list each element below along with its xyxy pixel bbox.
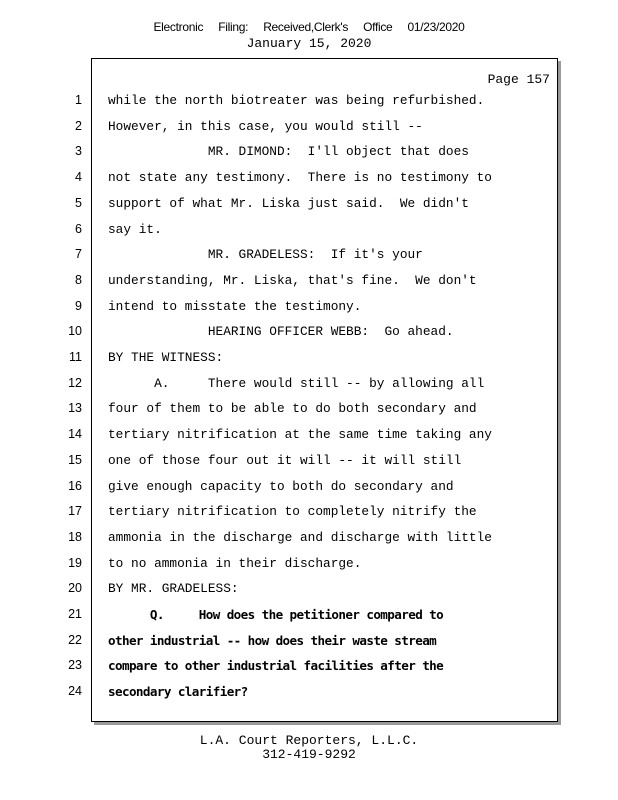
line-number: 11 — [69, 350, 82, 364]
filing-part: Filing: — [218, 20, 249, 34]
filing-part: Office — [363, 20, 393, 34]
line-number: 14 — [68, 427, 82, 442]
line-text: MR. GRADELESS: If it's your — [108, 247, 423, 263]
transcript-line — [0, 682, 618, 702]
line-text: other industrial -- how does their waste stream — [108, 632, 437, 648]
transcript-line — [0, 322, 618, 342]
line-text: Q. How does the petitioner compared to — [108, 607, 444, 622]
line-number: 22 — [68, 632, 82, 647]
line-number: 21 — [68, 607, 82, 621]
transcript-line — [0, 297, 618, 317]
transcript-line — [0, 117, 618, 137]
line-text: BY THE WITNESS: — [108, 350, 224, 365]
line-text: tertiary nitrification at the same time taking any — [108, 427, 492, 443]
line-text: not state any testimony. There is no testimony to — [108, 170, 492, 186]
line-number: 15 — [68, 452, 82, 467]
line-text: intend to misstate the testimony. — [108, 298, 362, 314]
line-text: while the north biotreater was being refurbished. — [108, 93, 485, 108]
filing-part: 01/23/2020 — [407, 20, 465, 34]
transcript-line — [0, 631, 618, 651]
line-text: BY MR. GRADELESS: — [108, 581, 239, 597]
transcript-line — [0, 194, 618, 214]
line-number: 24 — [68, 684, 82, 699]
transcript-line — [0, 399, 618, 419]
transcript-line — [0, 348, 618, 368]
transcript-line — [0, 168, 618, 188]
line-text: say it. — [108, 221, 162, 237]
reporter-phone: 312-419-9292 — [262, 747, 356, 762]
line-number: 13 — [68, 401, 82, 416]
filing-part: Received,Clerk's — [263, 20, 349, 34]
line-text: MR. DIMOND: I'll object that does — [108, 144, 469, 160]
line-text: give enough capacity to both do secondary and — [108, 478, 454, 494]
line-number: 17 — [68, 504, 82, 519]
line-number: 6 — [75, 221, 82, 236]
transcript-line — [0, 425, 618, 445]
line-number: 20 — [68, 581, 82, 596]
transcript-line — [0, 374, 618, 394]
line-number: 8 — [75, 272, 82, 287]
line-text: tertiary nitrification to completely nitrify the — [108, 504, 477, 520]
transcript-line — [0, 528, 618, 548]
transcript-line — [0, 554, 618, 574]
line-text: one of those four out it will -- it will still — [108, 452, 462, 468]
line-text: understanding, Mr. Liska, that's fine. We don't — [108, 272, 477, 288]
transcript-line — [0, 245, 618, 265]
line-number: 1 — [75, 93, 82, 107]
filing-stamp — [0, 20, 618, 34]
line-number: 9 — [75, 298, 82, 313]
line-number: 16 — [68, 478, 82, 493]
transcript-date: January 15, 2020 — [246, 36, 372, 51]
line-text: support of what Mr. Liska just said. We didn't — [108, 195, 469, 211]
line-text: HEARING OFFICER WEBB: Go ahead. — [108, 324, 454, 340]
line-number: 5 — [75, 195, 82, 210]
line-number: 23 — [68, 658, 82, 673]
line-text: ammonia in the discharge and discharge with little — [108, 529, 492, 545]
transcript-line — [0, 451, 618, 471]
line-number: 12 — [68, 375, 82, 390]
line-text: However, in this case, you would still -- — [108, 118, 423, 134]
line-number: 3 — [75, 144, 82, 159]
transcript-line — [0, 220, 618, 240]
footer — [0, 734, 618, 762]
transcript-line — [0, 271, 618, 291]
line-text: compare to other industrial facilities after the — [108, 658, 444, 674]
line-number: 10 — [68, 324, 82, 339]
line-number: 19 — [68, 555, 82, 570]
transcript-line — [0, 91, 618, 111]
line-number: 7 — [75, 247, 82, 262]
transcript-line — [0, 142, 618, 162]
transcript-line — [0, 477, 618, 497]
filing-part: Electronic — [153, 20, 204, 34]
line-text: to no ammonia in their discharge. — [108, 555, 362, 571]
reporter-company: L.A. Court Reporters, L.L.C. — [199, 733, 419, 748]
transcript-line — [0, 656, 618, 676]
line-number: 4 — [75, 170, 82, 185]
transcript-line — [0, 502, 618, 522]
line-text: A. There would still -- by allowing all — [108, 375, 485, 391]
page-number: Page 157 — [487, 72, 550, 87]
transcript-line — [0, 605, 618, 625]
line-text: secondary clarifier? — [108, 684, 248, 700]
line-number: 18 — [68, 529, 82, 544]
line-number: 2 — [75, 118, 82, 133]
transcript-line — [0, 579, 618, 599]
line-text: four of them to be able to do both secondary and — [108, 401, 477, 417]
